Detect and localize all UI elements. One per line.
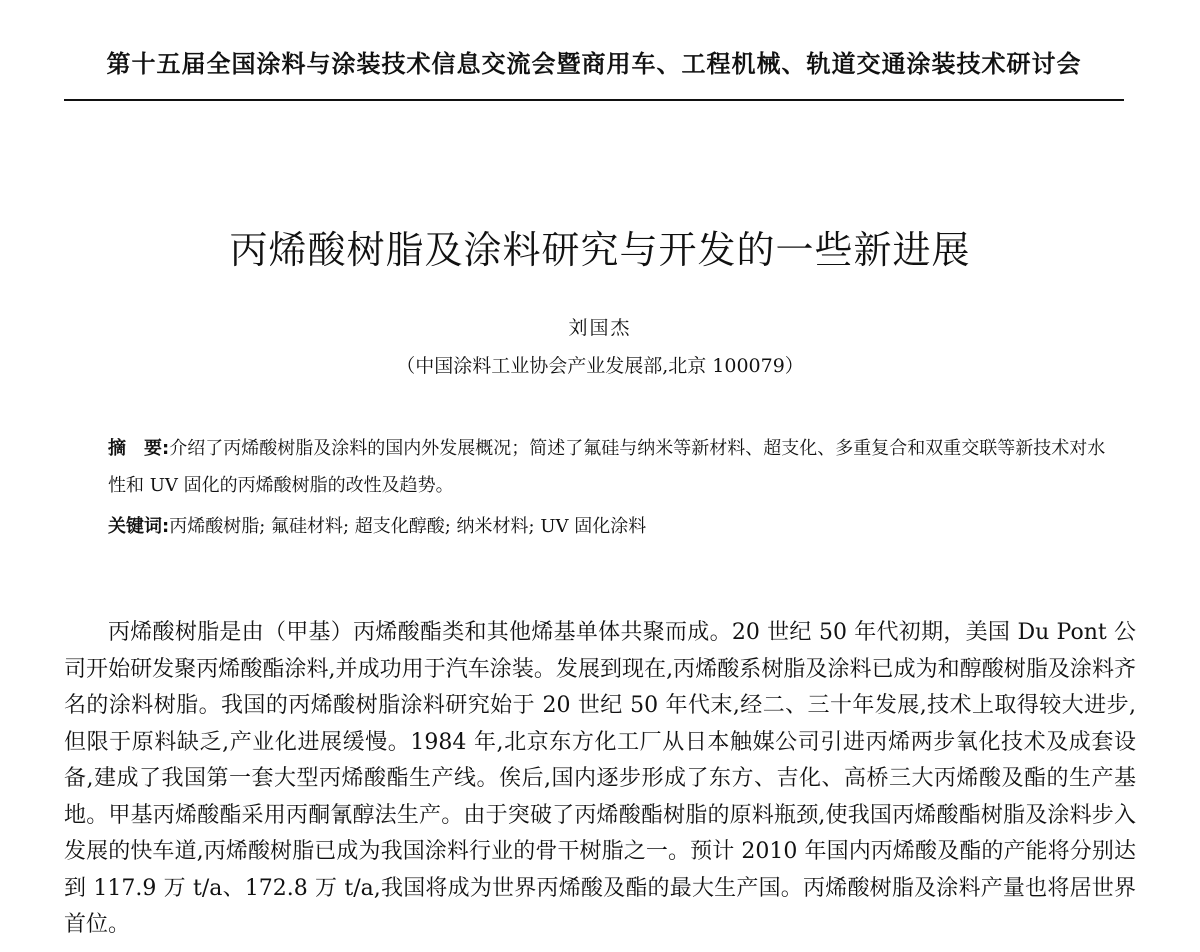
author-name: 刘国杰: [568, 317, 632, 339]
abstract-label: 摘 要:: [108, 438, 170, 459]
keywords: [108, 512, 1108, 542]
running-header: 第十五届全国涂料与涂装技术信息交流会暨商用车、工程机械、轨道交通涂装技术研讨会: [106, 50, 1082, 78]
abstract-text: 介绍了丙烯酸树脂及涂料的国内外发展概况；简述了氟硅与纳米等新材料、超支化、多重复合和双重交联等新技术对水性和 UV 固化的丙烯酸树脂的改性及趋势。: [108, 438, 1106, 496]
body-paragraph: 丙烯酸树脂是由（甲基）丙烯酸酯类和其他烯基单体共聚而成。20 世纪 50 年代初期，美国 Du Pont 公司开始研发聚丙烯酸酯涂料,并成功用于汽车涂装。发展到现在,丙烯酸系树脂及涂料已成为和醇酸树脂及涂料齐名的涂料树脂。我国的丙烯酸树脂涂料研究始于 20 世纪 50 年代末,经二、三十年发展,技术上取得较大进步,但限于原料缺乏,产业化进展缓慢。1984 年,北京东方化工厂从日本触媒公司引进丙烯两步氧化技术及成套设备,建成了我国第一套大型丙烯酸酯生产线。俟后,国内逐步形成了东方、吉化、高桥三大丙烯酸及酯的生产基地。甲基丙烯酸酯采用丙酮氰醇法生产。由于突破了丙烯酸酯树脂的原料瓶颈,使我国丙烯酸酯树脂及涂料步入发展的快车道,丙烯酸树脂已成为我国涂料行业的骨干树脂之一。预计 2010 年国内丙烯酸及酯的产能将分别达到 117.9 万 t/a、172.8 万 t/a,我国将成为世界丙烯酸及酯的最大生产国。丙烯酸树脂及涂料产量也将居世界首位。: [64, 620, 1136, 937]
keywords-text: 丙烯酸树脂; 氟硅材料; 超支化醇酸; 纳米材料; UV 固化涂料: [169, 516, 647, 537]
author-affiliation: （中国涂料工业协会产业发展部,北京 100079）: [396, 355, 804, 377]
abstract: [108, 430, 1108, 504]
paper-title: 丙烯酸树脂及涂料研究与开发的一些新进展: [229, 228, 971, 272]
keywords-label: 关键词:: [108, 516, 170, 537]
header-rule: [64, 99, 1124, 101]
